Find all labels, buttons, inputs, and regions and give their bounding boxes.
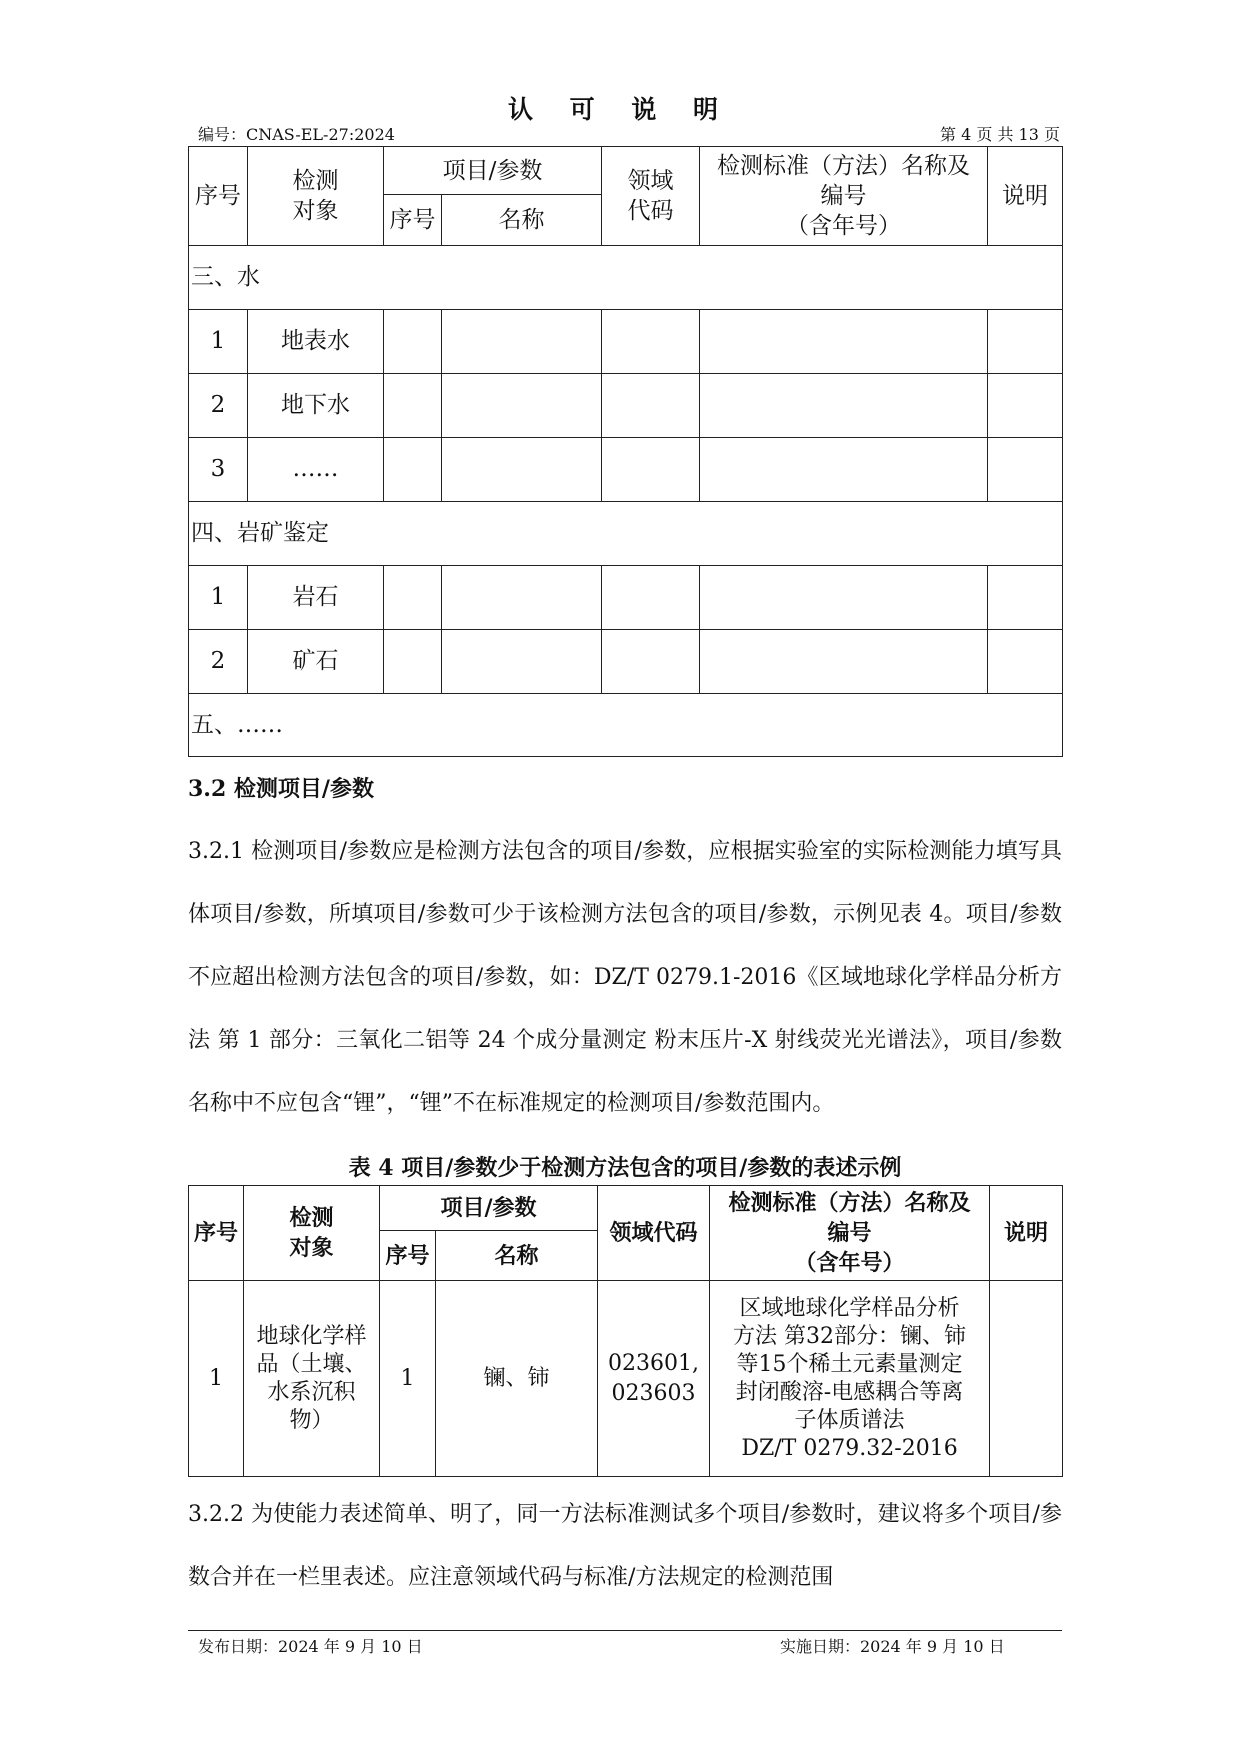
row-seq: 1 bbox=[189, 566, 248, 630]
table-caption: 表 4 项目/参数少于检测方法包含的项目/参数的表述示例 bbox=[348, 1155, 902, 1181]
header-item-name: 名称 bbox=[436, 1231, 598, 1281]
capability-table bbox=[188, 146, 1063, 757]
row-seq: 2 bbox=[189, 630, 248, 694]
row-seq: 1 bbox=[189, 1281, 244, 1477]
table-row bbox=[189, 566, 1063, 630]
header-object: 检测 对象 bbox=[244, 1186, 380, 1281]
row-object: 地球化学样 品（土壤、 水系沉积 物） bbox=[244, 1281, 380, 1477]
page-indicator: 第 4 页 共 13 页 bbox=[940, 125, 1060, 144]
example-table bbox=[188, 1185, 1063, 1477]
section-row-water: 三、水 bbox=[189, 246, 1063, 310]
release-date: 发布日期：2024 年 9 月 10 日 bbox=[198, 1637, 423, 1656]
header-object: 检测 对象 bbox=[248, 147, 384, 246]
row-field-code: 023601, 023603 bbox=[598, 1281, 710, 1477]
row-object: 地下水 bbox=[248, 374, 384, 438]
table-row bbox=[189, 694, 1063, 757]
table-row bbox=[189, 438, 1063, 502]
row-object: 矿石 bbox=[248, 630, 384, 694]
row-object: 岩石 bbox=[248, 566, 384, 630]
table-row bbox=[189, 1281, 1063, 1477]
table-row bbox=[189, 374, 1063, 438]
header-field-code: 领域代码 bbox=[598, 1186, 710, 1281]
section-row-rock: 四、岩矿鉴定 bbox=[189, 502, 1063, 566]
effective-date: 实施日期：2024 年 9 月 10 日 bbox=[780, 1637, 1005, 1656]
section-row-more: 五、…… bbox=[189, 694, 1063, 757]
header-standard: 检测标准（方法）名称及 编号 （含年号） bbox=[710, 1186, 990, 1281]
row-object: 地表水 bbox=[248, 310, 384, 374]
footer-rule bbox=[188, 1630, 1062, 1631]
header-item-name: 名称 bbox=[442, 195, 602, 246]
row-seq: 2 bbox=[189, 374, 248, 438]
row-standard: 区域地球化学样品分析 方法 第32部分：镧、铈 等15个稀土元素量测定 封闭酸溶-电感耦合等离 子体质谱法 DZ/T 0279.32-2016 bbox=[710, 1281, 990, 1477]
header-note: 说明 bbox=[990, 1186, 1063, 1281]
paragraph-3-2-2: 3.2.2 为使能力表述简单、明了，同一方法标准测试多个项目/参数时，建议将多个项目/参数合并在一栏里表述。应注意领域代码与标准/方法规定的检测范围 bbox=[188, 1502, 1062, 1590]
row-item-seq: 1 bbox=[380, 1281, 436, 1477]
page-header bbox=[198, 122, 1060, 145]
section-heading: 3.2 检测项目/参数 bbox=[188, 776, 374, 802]
header-seq: 序号 bbox=[189, 147, 248, 246]
row-object: …… bbox=[248, 438, 384, 502]
header-standard: 检测标准（方法）名称及 编号 （含年号） bbox=[700, 147, 988, 246]
header-seq: 序号 bbox=[189, 1186, 244, 1281]
header-note: 说明 bbox=[988, 147, 1063, 246]
header-item-seq: 序号 bbox=[384, 195, 442, 246]
row-seq: 1 bbox=[189, 310, 248, 374]
header-item-param: 项目/参数 bbox=[384, 147, 602, 195]
table-row bbox=[189, 246, 1063, 310]
paragraph-3-2-1: 3.2.1 检测项目/参数应是检测方法包含的项目/参数，应根据实验室的实际检测能力填写具体项目/参数，所填项目/参数可少于该检测方法包含的项目/参数，示例见表 4。项目/参数不应超出检测方法包含的项目/参数，如：DZ/T 0279.1-2016《区域地球化学样品分析方法 第 1 部分：三氧化二铝等 24 个成分量测定 粉末压片-X 射线荧光光谱法》，项目/参数名称中不应包含“锂”，“锂”不在标准规定的检测项目/参数范围内。 bbox=[188, 839, 1062, 1116]
row-item-name: 镧、铈 bbox=[436, 1281, 598, 1477]
row-seq: 3 bbox=[189, 438, 248, 502]
header-item-param: 项目/参数 bbox=[380, 1186, 598, 1231]
table-row bbox=[189, 502, 1063, 566]
header-item-seq: 序号 bbox=[380, 1231, 436, 1281]
document-number: 编号：CNAS-EL-27:2024 bbox=[198, 125, 395, 144]
document-title: 认 可 说 明 bbox=[507, 95, 733, 124]
table-row bbox=[189, 310, 1063, 374]
header-field-code: 领域 代码 bbox=[602, 147, 700, 246]
row-note bbox=[990, 1281, 1063, 1477]
table-row bbox=[189, 630, 1063, 694]
